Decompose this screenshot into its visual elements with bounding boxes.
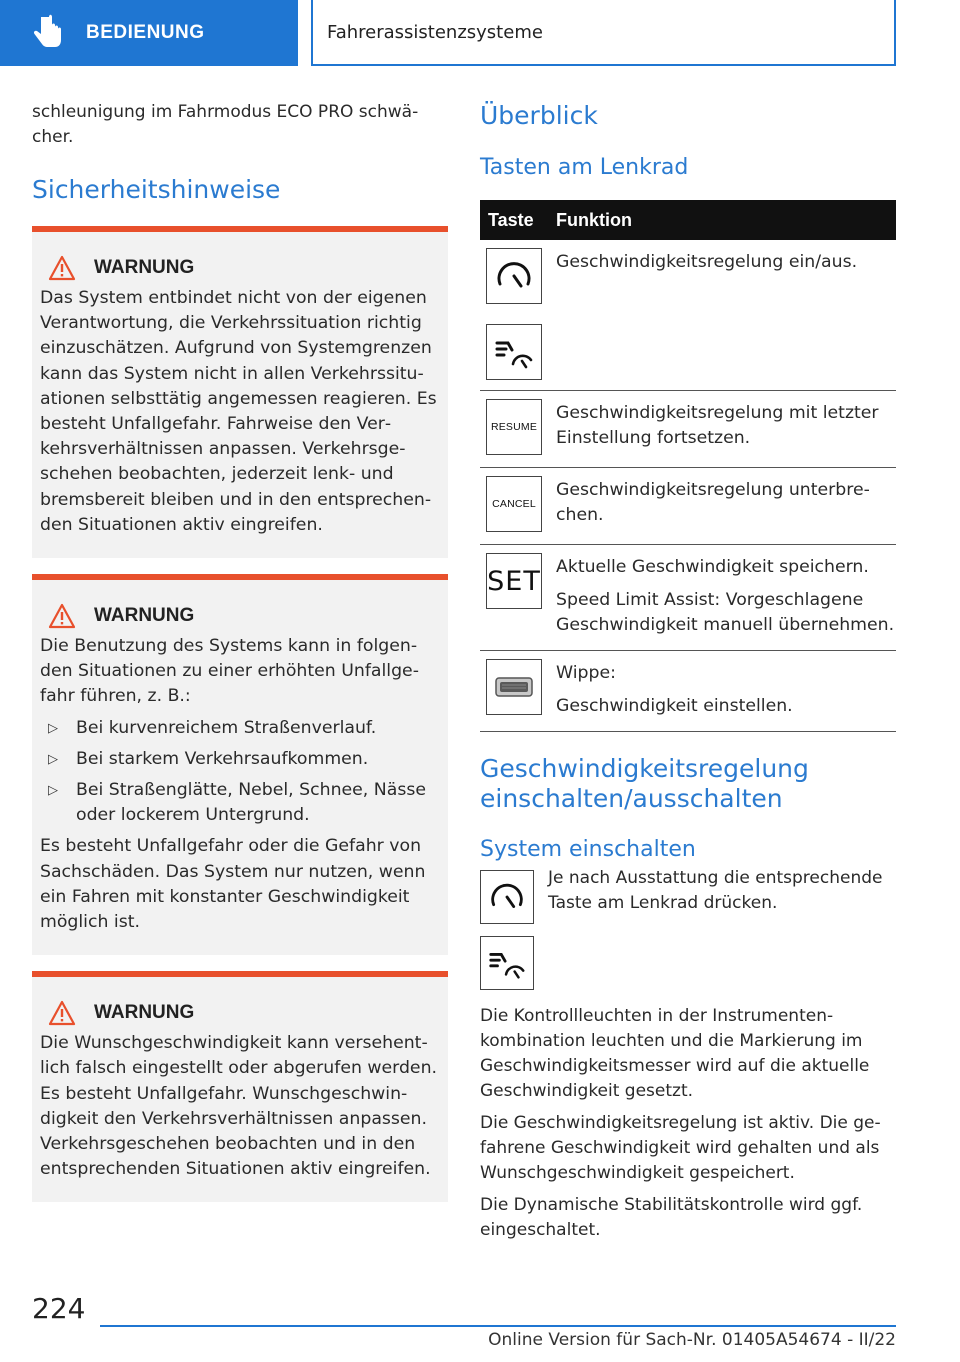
paragraph: Die Dynamische Stabilitätskontrolle wird ggf. eingeschaltet. [480,1195,863,1240]
section-label: BEDIENUNG [86,22,205,43]
overview-heading: Überblick [480,101,598,130]
warning-intro: Die Benutzung des Systems kann in folgenden Situationen zu einer erhöhten Unfallgefahr führen, z. B.: [40,636,419,707]
warning-box-2 [32,574,448,955]
buttons-heading: Tasten am Lenkrad [480,155,689,180]
warning-box-3 [32,971,448,1202]
function-text: Speed Limit Assist: Vorgeschlagene Geschwindigkeit manuell übernehmen. [556,590,895,635]
cancel-key-icon: CANCEL [486,476,542,532]
online-version-text: Online Version für Sach-Nr. 01405A54674 - II/22 [488,1330,896,1350]
table-row [480,651,896,732]
table-row [480,391,896,468]
warning-triangle-icon [48,603,76,629]
column-header-function: Funktion [550,200,896,240]
bullet-marker: ▷ [48,783,58,799]
section-tab [0,0,298,66]
warning-outro: Es besteht Unfallgefahr oder die Gefahr von Sachschäden. Das System nur nutzen, wenn ein Fahren mit konstanter Geschwindigkeit möglich ist. [40,836,426,933]
table-row [480,240,896,391]
bullet-marker: ▷ [48,751,58,767]
table-row [480,468,896,545]
warning-label: WARNUNG [94,1002,195,1024]
function-text: Geschwindigkeit einstellen. [556,696,793,716]
warning-triangle-icon [48,1000,76,1026]
hand-touch-icon [32,13,72,53]
list-item: ▷ Bei starkem Verkehrsaufkommen. [40,747,440,772]
warning-label: WARNUNG [94,605,195,627]
speedometer-key-icon [480,870,534,924]
page-number: 224 [32,1292,86,1325]
bullet-marker: ▷ [48,720,58,736]
intro-text: schleunigung im Fahrmodus ECO PRO schwächer. [32,102,419,147]
safety-heading: Sicherheitshinweise [32,175,281,204]
table-row [480,545,896,651]
footer-divider [100,1325,896,1327]
system-on-heading: System einschalten [480,837,696,862]
set-key-icon: SET [486,553,542,609]
warning-triangle-icon [48,255,76,281]
warning-box-1 [32,226,448,558]
warning-label: WARNUNG [94,257,195,278]
distance-cruise-key-icon [480,936,534,990]
function-text: Wippe: [556,663,616,683]
list-item: ▷ Bei Straßenglätte, Nebel, Schnee, Nässe oder lockerem Untergrund. [40,778,440,828]
resume-key-icon: RESUME [486,399,542,455]
column-header-key: Taste [480,200,550,240]
buttons-table [480,200,896,732]
function-text: Geschwindigkeitsregelung ein/aus. [556,252,858,272]
paragraph: Die Kontrollleuchten in der Instrumentenkombination leuchten und die Markierung im Geschwindigkeitsmesser wird auf die aktuelle Geschwindigkeit gesetzt. [480,1006,870,1101]
chapter-title: Fahrerassistenzsysteme [311,0,896,66]
function-text: Aktuelle Geschwindigkeit speichern. [556,557,869,577]
warning-text: Das System entbindet nicht von der eigenen Verantwortung, die Verkehrssituation richtig einzuschätzen. Aufgrund von Systemgrenzen kann das System nicht in allen Verkehrssituationen selbsttätig angemessen reagieren. Es besteht Unfallgefahr. Fahrweise den Verkehrsverhältnissen anpassen. Verkehrsgeschehen beobachten, jederzeit lenk- und bremsbereit bleiben und in den entsprechenden Situationen aktiv eingreifen. [40,288,437,535]
speedometer-key-icon [486,248,542,304]
right-column [480,100,896,1243]
distance-cruise-key-icon [486,324,542,380]
rocker-switch-icon [486,659,542,715]
left-column [32,100,448,1202]
function-text: Geschwindigkeitsregelung mit letzter Einstellung fortsetzen. [550,391,896,468]
warning-text: Die Wunschgeschwindigkeit kann versehentlich falsch eingestellt oder abgerufen werden. Es besteht Unfallgefahr. Wunschgeschwindigkeit den Verkehrsverhältnissen anpassen. Verkehrsgeschehen beobachten und in den entsprechenden Situationen aktiv eingreifen. [40,1033,438,1180]
function-text: Geschwindigkeitsregelung unterbrechen. [550,468,896,545]
system-on-step: Je nach Ausstattung die entsprechende Taste am Lenkrad drücken. [548,868,883,913]
list-item: ▷ Bei kurvenreichem Straßenverlauf. [40,716,440,741]
paragraph: Die Geschwindigkeitsregelung ist aktiv. Die gefahrene Geschwindigkeit wird gehalten und als Wunschgeschwindigkeit gespeichert. [480,1113,881,1183]
onoff-heading: Geschwindigkeitsregelung einschalten/ausschalten [480,754,809,813]
